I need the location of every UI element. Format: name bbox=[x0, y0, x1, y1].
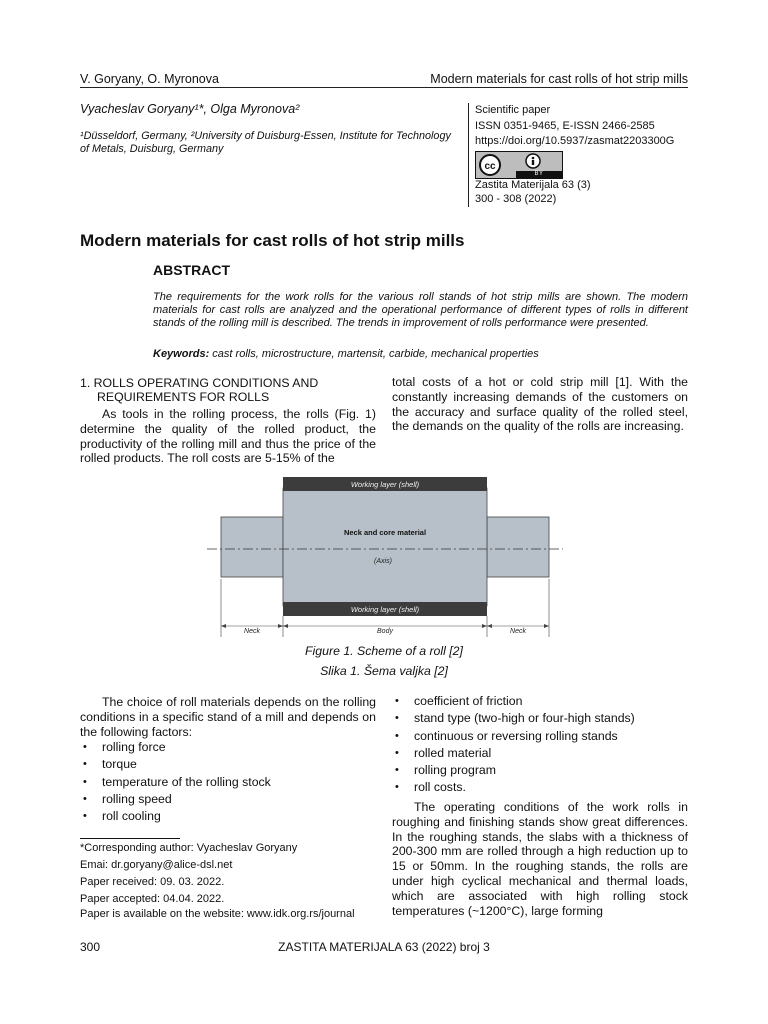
label-shell-bottom: Working layer (shell) bbox=[350, 605, 420, 614]
section1-paragraph-continued: total costs of a hot or cold strip mill [1]. With the constantly increasing demands of the customers on the accuracy and surface quality of the rolled steel, the demands on the quality of the rolls are increasing. bbox=[392, 375, 688, 434]
list-item: • rolled material bbox=[392, 745, 688, 762]
doi-link[interactable]: https://doi.org/10.5937/zasmat2203300G bbox=[475, 135, 675, 147]
list-item: • roll costs. bbox=[392, 779, 688, 796]
factors-list-left bbox=[80, 739, 376, 825]
list-item: • continuous or reversing rolling stands bbox=[392, 728, 688, 745]
list-item: • rolling program bbox=[392, 762, 688, 779]
section1-paragraph: As tools in the rolling process, the rolls (Fig. 1) determine the quality of the rolled product, the productivity of the rolling mill and thus the price of the rolled products. The roll costs are 5-15% of the bbox=[80, 407, 376, 466]
label-core: Neck and core material bbox=[343, 528, 427, 537]
journal-issue: Zastita Materijala 63 (3) bbox=[475, 179, 591, 191]
footnote-email[interactable]: Emai: dr.goryany@alice-dsl.net bbox=[80, 859, 233, 871]
list-item: • coefficient of friction bbox=[392, 693, 688, 710]
cc-by-license-icon bbox=[475, 151, 563, 179]
roll-scheme-figure bbox=[205, 474, 565, 640]
right-neck bbox=[487, 517, 549, 577]
svg-text:cc: cc bbox=[484, 161, 496, 172]
journal-footer: ZASTITA MATERIJALA 63 (2022) broj 3 bbox=[278, 940, 490, 954]
footnote-website[interactable]: Paper is available on the website: www.idk.org.rs/journal bbox=[80, 908, 355, 920]
section-heading-line2: REQUIREMENTS FOR ROLLS bbox=[97, 390, 270, 404]
list-item: • stand type (two-high or four-high stands) bbox=[392, 710, 688, 727]
keywords-list: cast rolls, microstructure, martensit, carbide, mechanical properties bbox=[209, 348, 539, 360]
page-range: 300 - 308 (2022) bbox=[475, 193, 557, 205]
section-heading bbox=[80, 376, 318, 404]
dim-label-neck-left: Neck bbox=[244, 628, 260, 635]
list-item: • temperature of the rolling stock bbox=[80, 774, 376, 791]
paper-type: Scientific paper bbox=[475, 104, 551, 116]
dim-label-neck-right: Neck bbox=[510, 628, 526, 635]
roll-body-core bbox=[283, 488, 487, 606]
cc-by-label: BY bbox=[516, 171, 562, 178]
header-rule bbox=[80, 87, 688, 88]
footnote-received: Paper received: 09. 03. 2022. bbox=[80, 876, 225, 888]
footnote-accepted: Paper accepted: 04.04. 2022. bbox=[80, 893, 225, 905]
list-item: • roll cooling bbox=[80, 808, 376, 825]
list-item: • torque bbox=[80, 756, 376, 773]
figure-caption-sr: Slika 1. Šema valjka [2] bbox=[320, 664, 448, 678]
footnote-corresponding: *Corresponding author: Vyacheslav Goryany bbox=[80, 842, 298, 854]
list-item: • rolling force bbox=[80, 739, 376, 756]
abstract-heading: ABSTRACT bbox=[153, 262, 230, 278]
dim-label-body: Body bbox=[377, 628, 393, 635]
meta-divider bbox=[468, 103, 469, 207]
keywords-line bbox=[153, 348, 688, 360]
label-shell-top: Working layer (shell) bbox=[350, 480, 420, 489]
author-line: Vyacheslav Goryany¹*, Olga Myronova² bbox=[80, 102, 300, 116]
section-heading-line1: 1. ROLLS OPERATING CONDITIONS AND bbox=[80, 376, 319, 390]
list-item: • rolling speed bbox=[80, 791, 376, 808]
footnote-rule bbox=[80, 838, 180, 839]
operating-conditions-paragraph: The operating conditions of the work rolls in roughing and finishing stands show great differences. In the roughing stands, the slabs with a thickness of 200-300 mm are rolled through a high reduction up to 15 or 50mm. In the roughing stands, the rolls are under high cyclical mechanical and thermal loads, which are associated with high rolling stock temperatures (~1200°C), large forming bbox=[392, 800, 688, 918]
left-neck bbox=[221, 517, 283, 577]
factors-intro: The choice of roll materials depends on the rolling conditions in a specific stand of a mill and depends on the following factors: bbox=[80, 695, 376, 739]
keywords-label: Keywords: bbox=[153, 348, 210, 360]
affiliation: ¹Düsseldorf, Germany, ²University of Duisburg-Essen, Institute for Technology of Metals, Duisburg, Germany bbox=[80, 130, 451, 155]
abstract-text: The requirements for the work rolls for the various roll stands of hot strip mills are shown. The modern materials for cast rolls are analyzed and the operational performance of different types of rolls in different stands of the rolling mill is described. The trends in improvement of rolls performance were presented. bbox=[153, 291, 688, 330]
factors-list-right bbox=[392, 693, 688, 797]
article-title: Modern materials for cast rolls of hot strip mills bbox=[80, 231, 465, 250]
page-number: 300 bbox=[80, 940, 101, 954]
figure-caption-en: Figure 1. Scheme of a roll [2] bbox=[305, 644, 463, 658]
running-header-title: Modern materials for cast rolls of hot strip mills bbox=[430, 72, 688, 86]
label-axis: (Axis) bbox=[374, 558, 392, 565]
running-header-authors: V. Goryany, O. Myronova bbox=[80, 72, 219, 86]
issn: ISSN 0351-9465, E-ISSN 2466-2585 bbox=[475, 120, 655, 132]
